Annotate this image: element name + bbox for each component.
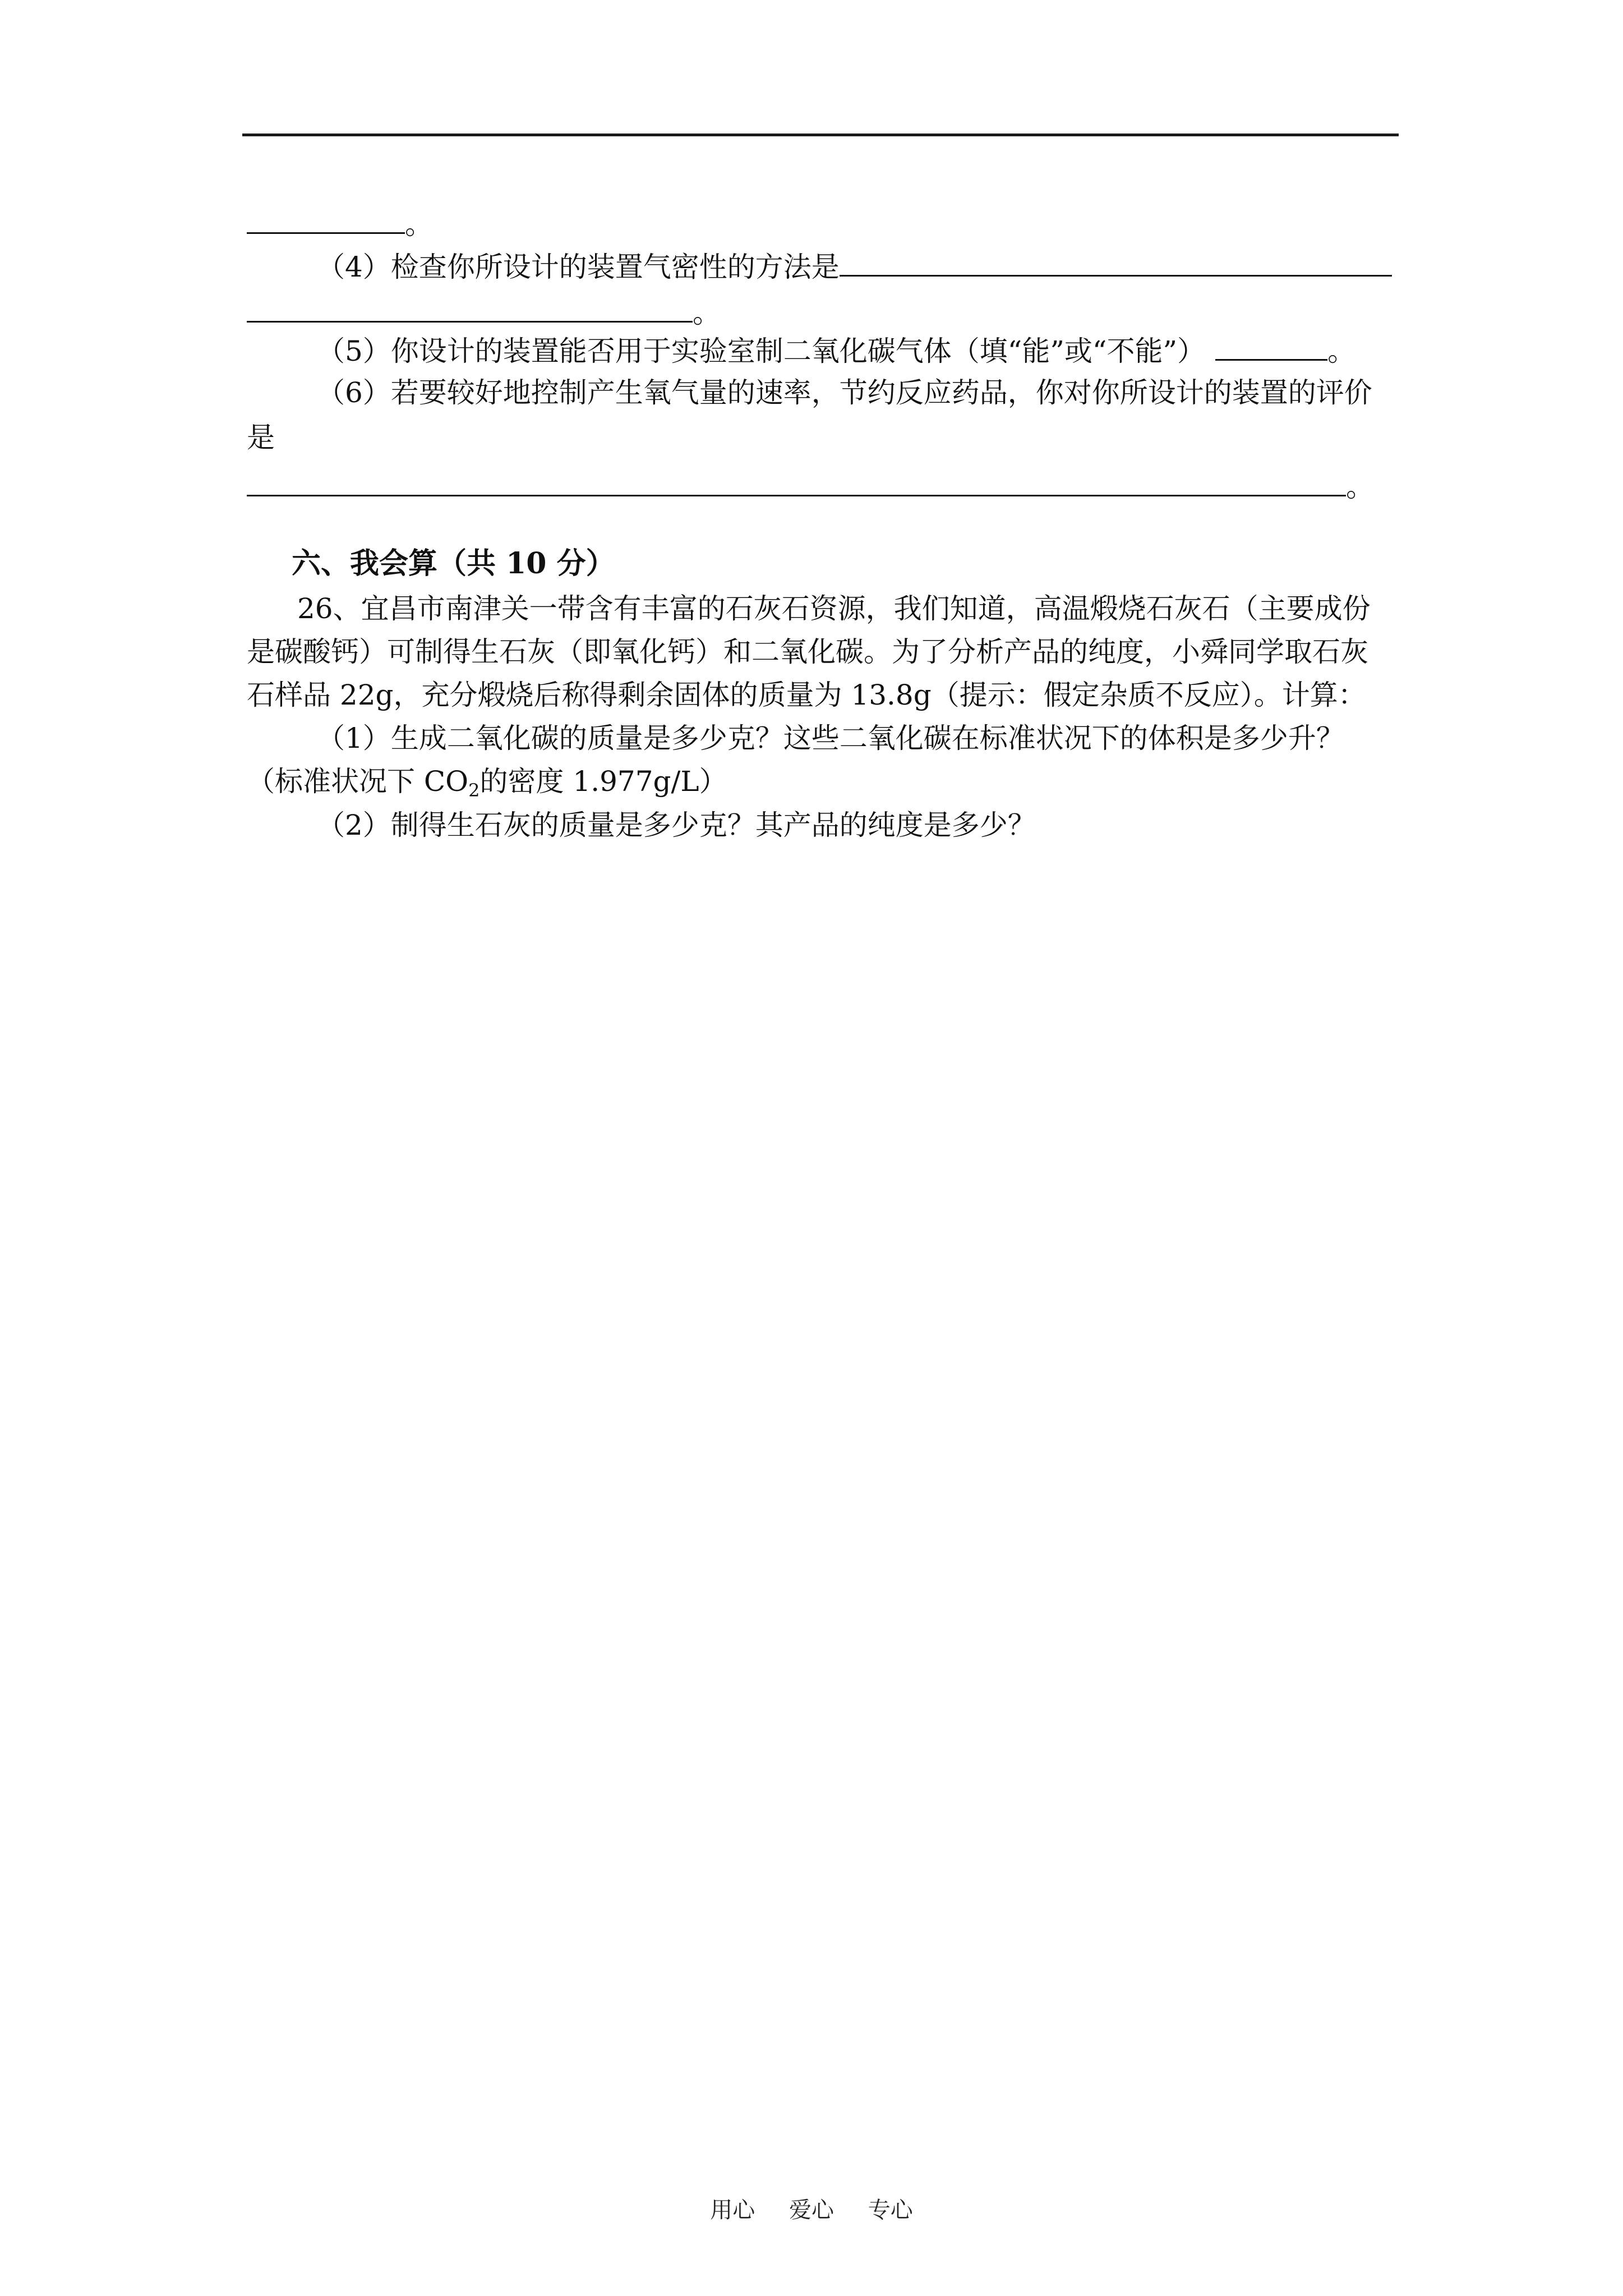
page-footer <box>0 2193 1623 2227</box>
header-rule <box>242 134 1399 136</box>
answer-blank <box>247 203 405 234</box>
answer-blank <box>247 292 693 323</box>
question-26-sub-1-continuation: （标准状况下 $CO_2$的密度 1.977g/L） <box>247 765 727 801</box>
question-26-sub-1: （1）生成二氧化碳的质量是多少克？这些二氧化碳在标准状况下的体积是多少升？ <box>317 722 1344 754</box>
question-26-line-1: 26、宜昌市南津关一带含有丰富的石灰石资源，我们知道，高温煅烧石灰石（主要成份 <box>297 592 1371 625</box>
answer-blank <box>840 246 1392 277</box>
question-5-text: （5）你设计的装置能否用于实验室制二氧化碳气体（填“能”或“不能”） <box>317 335 1206 367</box>
question-6-continuation: 是 <box>247 421 275 454</box>
question-4-text: （4）检查你所设计的装置气密性的方法是 <box>317 251 840 283</box>
question-4 <box>317 246 1399 287</box>
question-26-line-3: 石样品 22g，充分煅烧后称得剩余固体的质量为 13.8g（提示：假定杂质不反应）。计算： <box>247 679 1366 711</box>
footer-item: 用心 <box>710 2197 755 2223</box>
question-26-line-2: 是碳酸钙）可制得生石灰（即氧化钙）和二氧化碳。为了分析产品的纯度，小舜同学取石灰 <box>247 636 1368 668</box>
footer-item: 爱心 <box>789 2197 834 2223</box>
question-6-text: （6）若要较好地控制产生氧气量的速率，节约反应药品，你对你所设计的装置的评价 <box>317 376 1372 409</box>
answer-blank <box>247 466 1346 496</box>
question-6-answer-line: 。 <box>247 466 1399 507</box>
answer-blank <box>1215 330 1327 361</box>
question-4-continuation: 。 <box>247 292 1399 333</box>
question-5: （5）你设计的装置能否用于实验室制二氧化碳气体（填“能”或“不能”） 。 <box>317 330 1399 371</box>
answer-line-continuation: 。 <box>247 203 1399 244</box>
section-6-title: 六、我会算（共 10 分） <box>292 546 615 581</box>
question-26-sub-2: （2）制得生石灰的质量是多少克？其产品的纯度是多少？ <box>317 809 1036 841</box>
footer-item: 专心 <box>868 2197 913 2223</box>
question-6 <box>317 373 1399 412</box>
